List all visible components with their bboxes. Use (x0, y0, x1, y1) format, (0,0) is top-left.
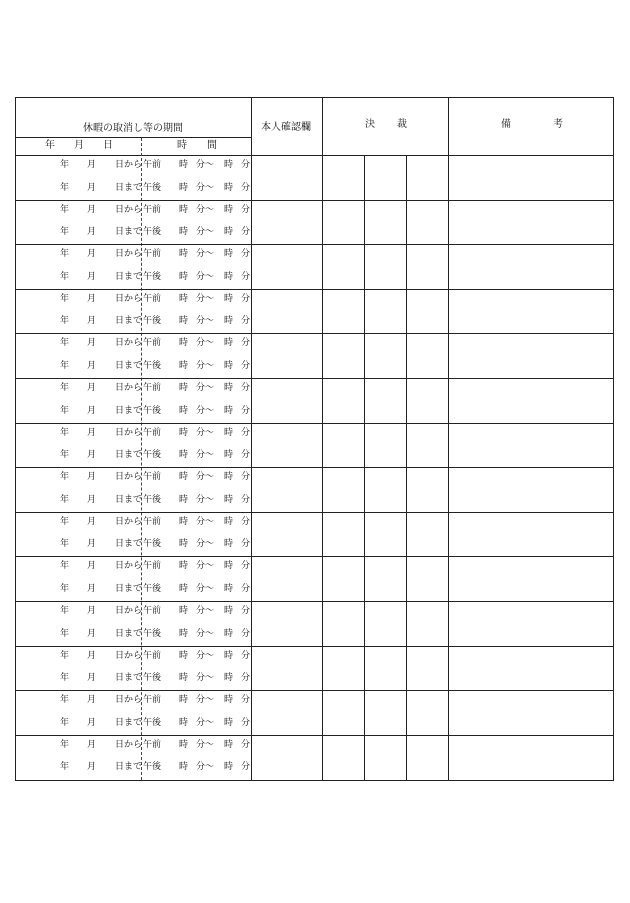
year-label: 年 (60, 762, 70, 772)
day-label: 日から (115, 740, 143, 750)
day-label: 日から (115, 160, 143, 170)
year-label: 年 (60, 183, 70, 193)
hour-label: 時 (179, 651, 189, 661)
day-label: 日から (115, 606, 143, 616)
ampm-label: 午前 (143, 561, 162, 571)
minute-label: 分 (241, 718, 251, 728)
group-divider (15, 200, 614, 201)
hour-label-2: 時 (224, 249, 234, 259)
month-label: 月 (87, 249, 97, 259)
col-year-label: 年 (45, 140, 55, 151)
day-label: 日から (115, 338, 143, 348)
hour-label: 時 (179, 249, 189, 259)
month-label: 月 (87, 740, 97, 750)
group-divider (15, 512, 614, 513)
minute-label: 分 (241, 160, 251, 170)
ampm-label: 午前 (143, 383, 162, 393)
year-label: 年 (60, 718, 70, 728)
minute-tilde-label: 分〜 (196, 495, 215, 505)
minute-label: 分 (241, 762, 251, 772)
month-label: 月 (87, 383, 97, 393)
ampm-label: 午前 (143, 651, 162, 661)
year-label: 年 (60, 249, 70, 259)
minute-label: 分 (241, 361, 251, 371)
year-label: 年 (60, 472, 70, 482)
col-time-label-2: 間 (207, 140, 217, 151)
ampm-label: 午後 (143, 183, 162, 193)
minute-tilde-label: 分〜 (196, 160, 215, 170)
group-divider (15, 423, 614, 424)
ampm-label: 午後 (143, 584, 162, 594)
hour-label-2: 時 (224, 472, 234, 482)
group-divider (15, 646, 614, 647)
month-label: 月 (87, 584, 97, 594)
group-divider (15, 467, 614, 468)
day-label: 日から (115, 517, 143, 527)
hour-label: 時 (179, 695, 189, 705)
table-top-border (15, 97, 614, 98)
ampm-label: 午前 (143, 695, 162, 705)
month-label: 月 (87, 539, 97, 549)
minute-label: 分 (241, 383, 251, 393)
hour-label-2: 時 (224, 561, 234, 571)
ampm-label: 午後 (143, 227, 162, 237)
ampm-label: 午後 (143, 539, 162, 549)
minute-tilde-label: 分〜 (196, 428, 215, 438)
year-label: 年 (60, 227, 70, 237)
month-label: 月 (87, 651, 97, 661)
col-month-label: 月 (74, 140, 84, 151)
minute-label: 分 (241, 406, 251, 416)
day-label: 日から (115, 472, 143, 482)
year-label: 年 (60, 272, 70, 282)
hour-label: 時 (179, 272, 189, 282)
day-label: 日まで (115, 539, 143, 549)
year-label: 年 (60, 695, 70, 705)
hour-label: 時 (179, 316, 189, 326)
month-label: 月 (87, 183, 97, 193)
minute-tilde-label: 分〜 (196, 718, 215, 728)
day-label: 日まで (115, 495, 143, 505)
day-label: 日まで (115, 361, 143, 371)
month-label: 月 (87, 718, 97, 728)
header-bottom-border (15, 155, 614, 156)
group-divider (15, 556, 614, 557)
group-divider (15, 601, 614, 602)
ampm-label: 午後 (143, 495, 162, 505)
ampm-label: 午前 (143, 205, 162, 215)
year-label: 年 (60, 584, 70, 594)
minute-label: 分 (241, 183, 251, 193)
hour-label-2: 時 (224, 316, 234, 326)
month-label: 月 (87, 629, 97, 639)
ampm-label: 午前 (143, 160, 162, 170)
minute-tilde-label: 分〜 (196, 249, 215, 259)
minute-tilde-label: 分〜 (196, 673, 215, 683)
hour-label: 時 (179, 338, 189, 348)
day-label: 日から (115, 205, 143, 215)
table-bottom-border (15, 780, 614, 781)
hour-label: 時 (179, 361, 189, 371)
minute-tilde-label: 分〜 (196, 406, 215, 416)
hour-label: 時 (179, 450, 189, 460)
month-label: 月 (87, 272, 97, 282)
day-label: 日から (115, 651, 143, 661)
hour-label: 時 (179, 629, 189, 639)
day-label: 日から (115, 294, 143, 304)
hour-label-2: 時 (224, 606, 234, 616)
month-label: 月 (87, 472, 97, 482)
hour-label-2: 時 (224, 160, 234, 170)
leave-cancellation-form (15, 97, 614, 780)
hour-label: 時 (179, 762, 189, 772)
day-label: 日まで (115, 183, 143, 193)
month-label: 月 (87, 227, 97, 237)
day-label: 日まで (115, 316, 143, 326)
ampm-label: 午後 (143, 762, 162, 772)
minute-label: 分 (241, 316, 251, 326)
hour-label-2: 時 (224, 338, 234, 348)
hour-label-2: 時 (224, 673, 234, 683)
minute-label: 分 (241, 740, 251, 750)
approval-sub-divider-2 (406, 155, 407, 781)
remarks-label-1: 備 (501, 119, 511, 130)
ampm-label: 午後 (143, 673, 162, 683)
group-divider (15, 378, 614, 379)
day-label: 日まで (115, 272, 143, 282)
minute-label: 分 (241, 517, 251, 527)
hour-label-2: 時 (224, 450, 234, 460)
year-label: 年 (60, 428, 70, 438)
day-label: 日まで (115, 673, 143, 683)
month-label: 月 (87, 338, 97, 348)
minute-tilde-label: 分〜 (196, 606, 215, 616)
ampm-label: 午後 (143, 272, 162, 282)
hour-label-2: 時 (224, 629, 234, 639)
hour-label-2: 時 (224, 294, 234, 304)
hour-label: 時 (179, 183, 189, 193)
hour-label: 時 (179, 227, 189, 237)
hour-label-2: 時 (224, 762, 234, 772)
minute-label: 分 (241, 450, 251, 460)
hour-label: 時 (179, 205, 189, 215)
hour-label: 時 (179, 495, 189, 505)
month-label: 月 (87, 495, 97, 505)
hour-label-2: 時 (224, 695, 234, 705)
ampm-label: 午後 (143, 718, 162, 728)
minute-label: 分 (241, 561, 251, 571)
minute-label: 分 (241, 205, 251, 215)
minute-tilde-label: 分〜 (196, 584, 215, 594)
hour-label-2: 時 (224, 361, 234, 371)
year-label: 年 (60, 406, 70, 416)
year-label: 年 (60, 383, 70, 393)
ampm-label: 午前 (143, 294, 162, 304)
minute-tilde-label: 分〜 (196, 740, 215, 750)
minute-label: 分 (241, 294, 251, 304)
month-label: 月 (87, 561, 97, 571)
hour-label: 時 (179, 383, 189, 393)
minute-tilde-label: 分〜 (196, 361, 215, 371)
hour-label-2: 時 (224, 272, 234, 282)
day-label: 日まで (115, 406, 143, 416)
hour-label: 時 (179, 294, 189, 304)
day-label: 日まで (115, 450, 143, 460)
hour-label-2: 時 (224, 183, 234, 193)
hour-label-2: 時 (224, 539, 234, 549)
minute-label: 分 (241, 428, 251, 438)
group-divider (15, 690, 614, 691)
year-label: 年 (60, 673, 70, 683)
minute-tilde-label: 分〜 (196, 383, 215, 393)
minute-label: 分 (241, 495, 251, 505)
minute-tilde-label: 分〜 (196, 539, 215, 549)
hour-label-2: 時 (224, 740, 234, 750)
year-label: 年 (60, 495, 70, 505)
hour-label-2: 時 (224, 495, 234, 505)
month-label: 月 (87, 361, 97, 371)
minute-label: 分 (241, 272, 251, 282)
month-label: 月 (87, 606, 97, 616)
year-label: 年 (60, 740, 70, 750)
day-label: 日から (115, 249, 143, 259)
ampm-label: 午後 (143, 406, 162, 416)
year-label: 年 (60, 539, 70, 549)
hour-label-2: 時 (224, 406, 234, 416)
minute-tilde-label: 分〜 (196, 272, 215, 282)
month-label: 月 (87, 762, 97, 772)
day-label: 日から (115, 428, 143, 438)
minute-label: 分 (241, 629, 251, 639)
ampm-label: 午後 (143, 629, 162, 639)
hour-label-2: 時 (224, 718, 234, 728)
period-title: 休暇の取消し等の期間 (83, 123, 183, 134)
year-label: 年 (60, 629, 70, 639)
hour-label: 時 (179, 517, 189, 527)
month-label: 月 (87, 294, 97, 304)
ampm-label: 午後 (143, 316, 162, 326)
hour-label: 時 (179, 160, 189, 170)
month-label: 月 (87, 316, 97, 326)
hour-label-2: 時 (224, 428, 234, 438)
month-label: 月 (87, 160, 97, 170)
ampm-label: 午後 (143, 450, 162, 460)
minute-tilde-label: 分〜 (196, 316, 215, 326)
approval-label-2: 裁 (397, 119, 407, 130)
ampm-label: 午前 (143, 472, 162, 482)
minute-tilde-label: 分〜 (196, 517, 215, 527)
minute-tilde-label: 分〜 (196, 183, 215, 193)
year-label: 年 (60, 316, 70, 326)
ampm-label: 午前 (143, 740, 162, 750)
minute-tilde-label: 分〜 (196, 227, 215, 237)
day-label: 日から (115, 561, 143, 571)
hour-label-2: 時 (224, 584, 234, 594)
group-divider (15, 333, 614, 334)
hour-label: 時 (179, 606, 189, 616)
month-label: 月 (87, 428, 97, 438)
hour-label-2: 時 (224, 205, 234, 215)
period-subheader-line (15, 137, 251, 138)
month-label: 月 (87, 450, 97, 460)
ampm-label: 午前 (143, 338, 162, 348)
minute-tilde-label: 分〜 (196, 205, 215, 215)
minute-label: 分 (241, 539, 251, 549)
hour-label: 時 (179, 740, 189, 750)
ampm-label: 午前 (143, 606, 162, 616)
day-label: 日まで (115, 762, 143, 772)
year-label: 年 (60, 450, 70, 460)
year-label: 年 (60, 606, 70, 616)
year-label: 年 (60, 294, 70, 304)
year-label: 年 (60, 517, 70, 527)
minute-tilde-label: 分〜 (196, 561, 215, 571)
hour-label-2: 時 (224, 383, 234, 393)
day-label: 日から (115, 695, 143, 705)
year-label: 年 (60, 361, 70, 371)
hour-label: 時 (179, 673, 189, 683)
minute-label: 分 (241, 673, 251, 683)
hour-label: 時 (179, 406, 189, 416)
minute-label: 分 (241, 249, 251, 259)
day-label: 日まで (115, 227, 143, 237)
ampm-label: 午前 (143, 428, 162, 438)
hour-label: 時 (179, 472, 189, 482)
minute-label: 分 (241, 651, 251, 661)
month-label: 月 (87, 695, 97, 705)
minute-tilde-label: 分〜 (196, 338, 215, 348)
remarks-label-2: 考 (553, 119, 563, 130)
minute-tilde-label: 分〜 (196, 450, 215, 460)
self-confirm-label: 本人確認欄 (261, 122, 311, 133)
minute-tilde-label: 分〜 (196, 762, 215, 772)
hour-label-2: 時 (224, 517, 234, 527)
year-label: 年 (60, 651, 70, 661)
day-label: 日まで (115, 584, 143, 594)
minute-tilde-label: 分〜 (196, 294, 215, 304)
minute-label: 分 (241, 338, 251, 348)
month-label: 月 (87, 406, 97, 416)
ampm-label: 午前 (143, 249, 162, 259)
day-label: 日まで (115, 629, 143, 639)
minute-label: 分 (241, 472, 251, 482)
approval-sub-divider-1 (364, 155, 365, 781)
hour-label: 時 (179, 561, 189, 571)
day-label: 日まで (115, 718, 143, 728)
year-label: 年 (60, 338, 70, 348)
minute-tilde-label: 分〜 (196, 629, 215, 639)
month-label: 月 (87, 205, 97, 215)
year-label: 年 (60, 205, 70, 215)
group-divider (15, 289, 614, 290)
day-label: 日から (115, 383, 143, 393)
ampm-label: 午前 (143, 517, 162, 527)
col-time-label-1: 時 (177, 140, 187, 151)
minute-tilde-label: 分〜 (196, 695, 215, 705)
ampm-label: 午後 (143, 361, 162, 371)
month-label: 月 (87, 673, 97, 683)
year-label: 年 (60, 561, 70, 571)
hour-label: 時 (179, 718, 189, 728)
minute-label: 分 (241, 227, 251, 237)
minute-tilde-label: 分〜 (196, 472, 215, 482)
hour-label-2: 時 (224, 651, 234, 661)
minute-label: 分 (241, 606, 251, 616)
col-day-label: 日 (103, 140, 113, 151)
hour-label: 時 (179, 584, 189, 594)
hour-label: 時 (179, 428, 189, 438)
group-divider (15, 735, 614, 736)
minute-label: 分 (241, 584, 251, 594)
minute-label: 分 (241, 695, 251, 705)
month-label: 月 (87, 517, 97, 527)
approval-label-1: 決 (365, 119, 375, 130)
hour-label: 時 (179, 539, 189, 549)
year-label: 年 (60, 160, 70, 170)
hour-label-2: 時 (224, 227, 234, 237)
minute-tilde-label: 分〜 (196, 651, 215, 661)
group-divider (15, 244, 614, 245)
